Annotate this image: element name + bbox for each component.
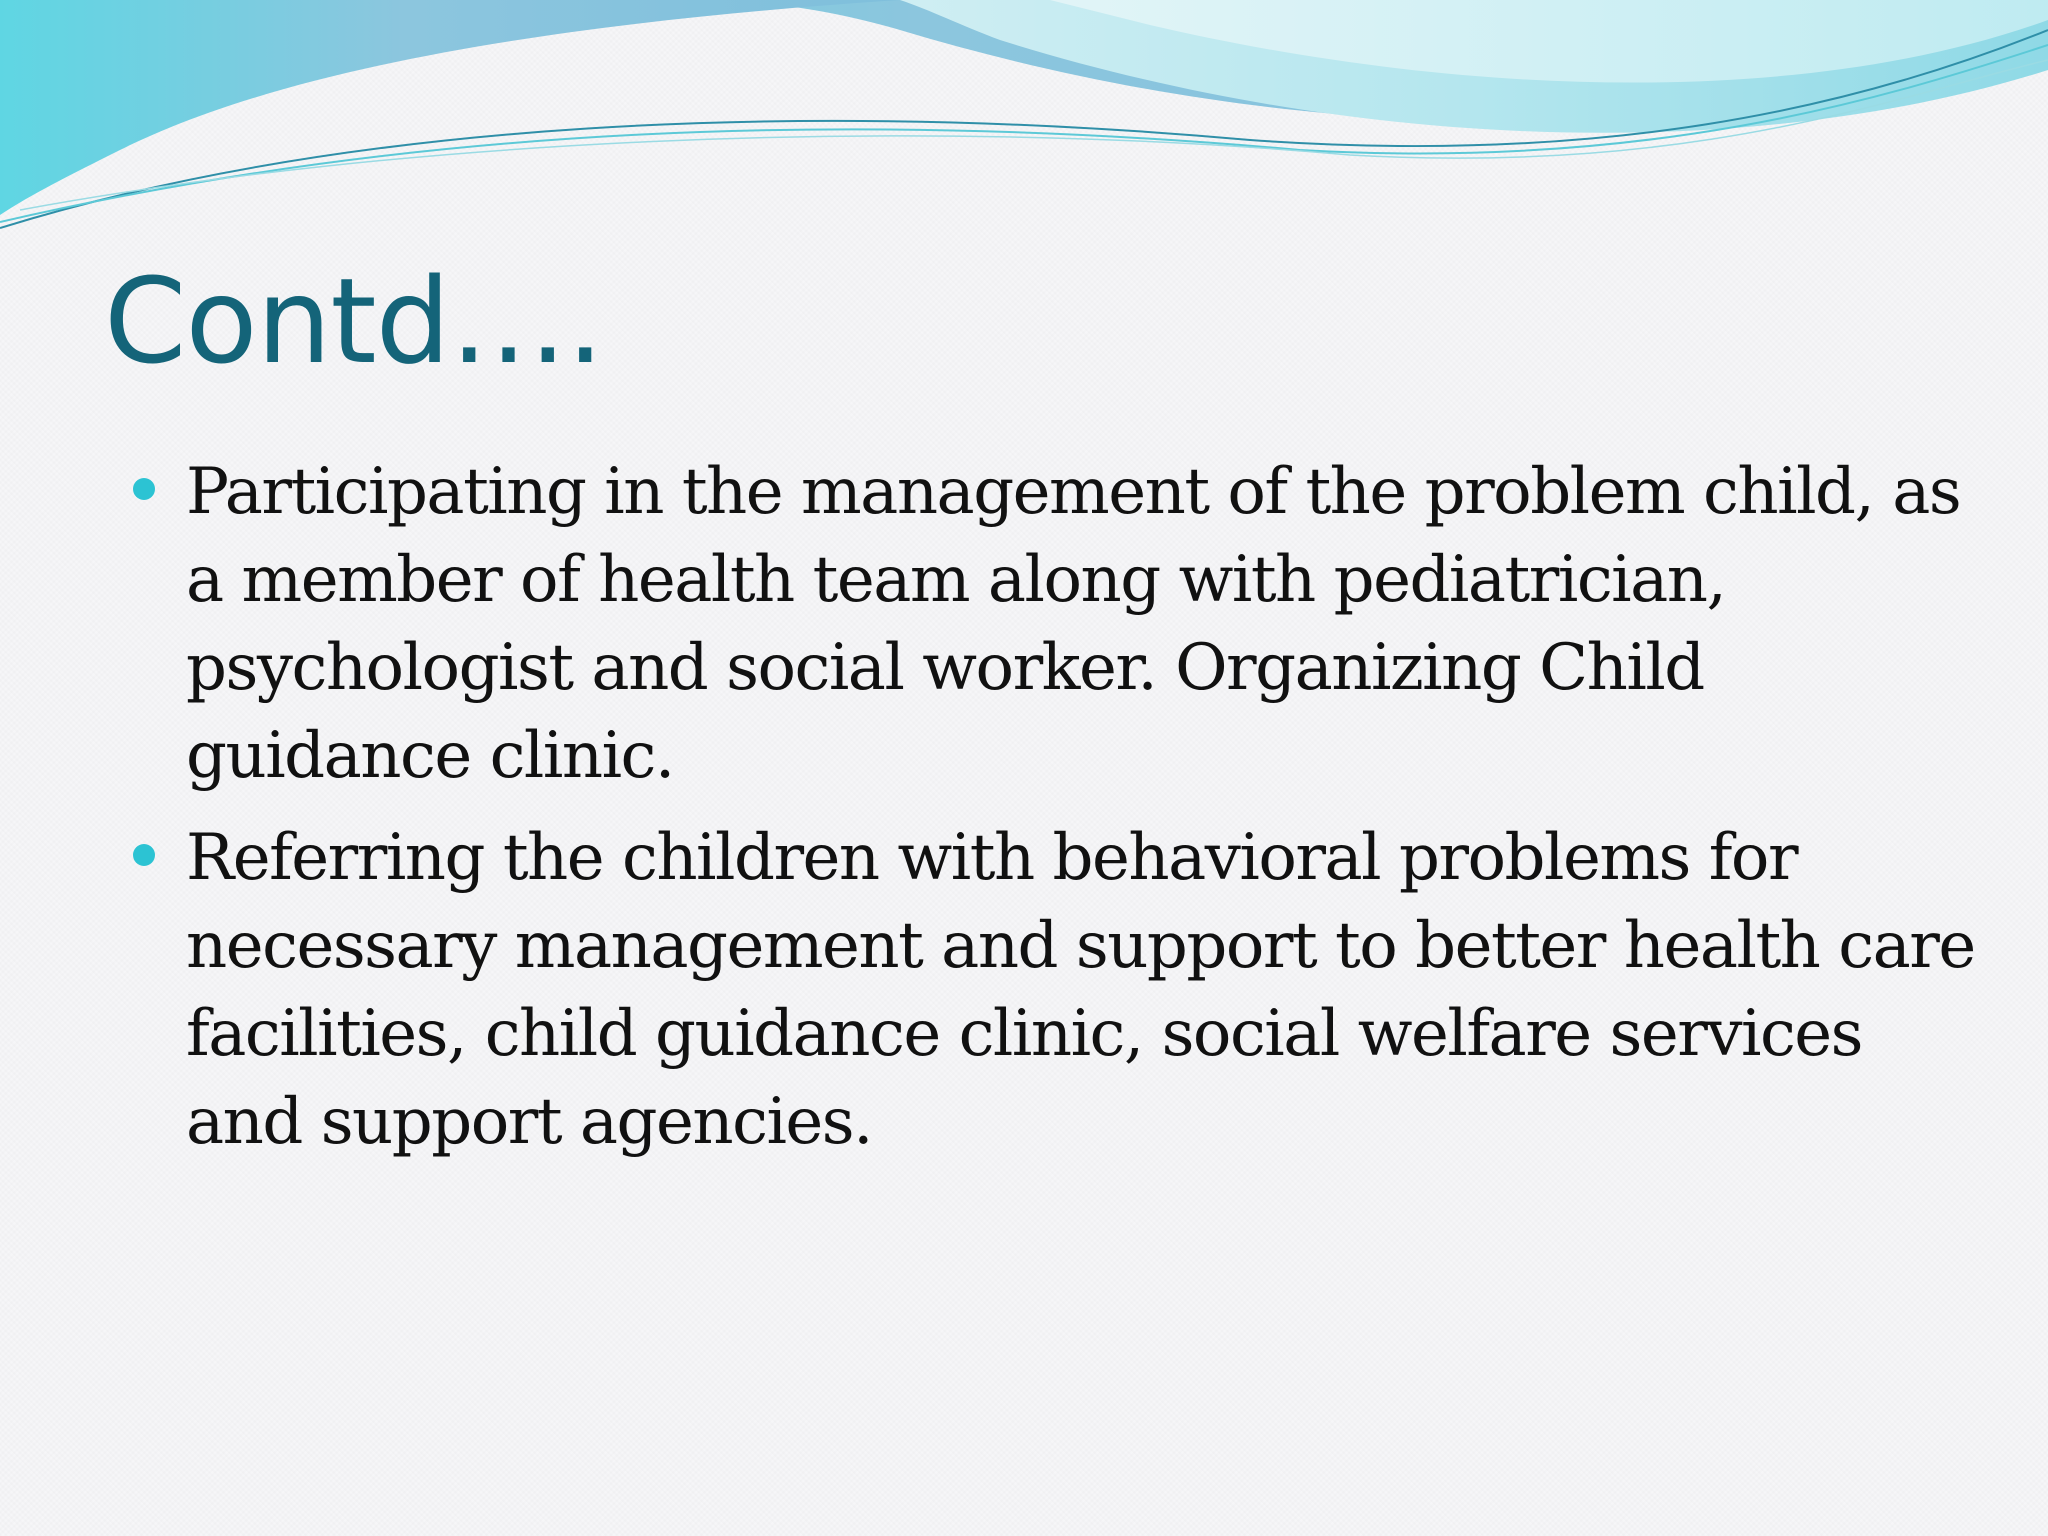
slide-title: Contd…. (104, 252, 604, 390)
wave-band-left (0, 0, 900, 215)
bullet-item (128, 448, 1978, 800)
bullet-item (128, 814, 1978, 1166)
bullet-list (128, 448, 1978, 1180)
bullet-text: Participating in the management of the problem child, as a member of health team along with pediatrician, psychologist and social worker. Organizing Child guidance clinic. (186, 455, 1961, 793)
bullet-marker-icon (133, 478, 155, 500)
bullet-marker-icon (133, 844, 155, 866)
bullet-text: Referring the children with behavioral problems for necessary management and support to better health care facilities, child guidance clinic, social welfare services and support agencies. (186, 821, 1975, 1159)
wave-header-decoration (0, 0, 2048, 240)
